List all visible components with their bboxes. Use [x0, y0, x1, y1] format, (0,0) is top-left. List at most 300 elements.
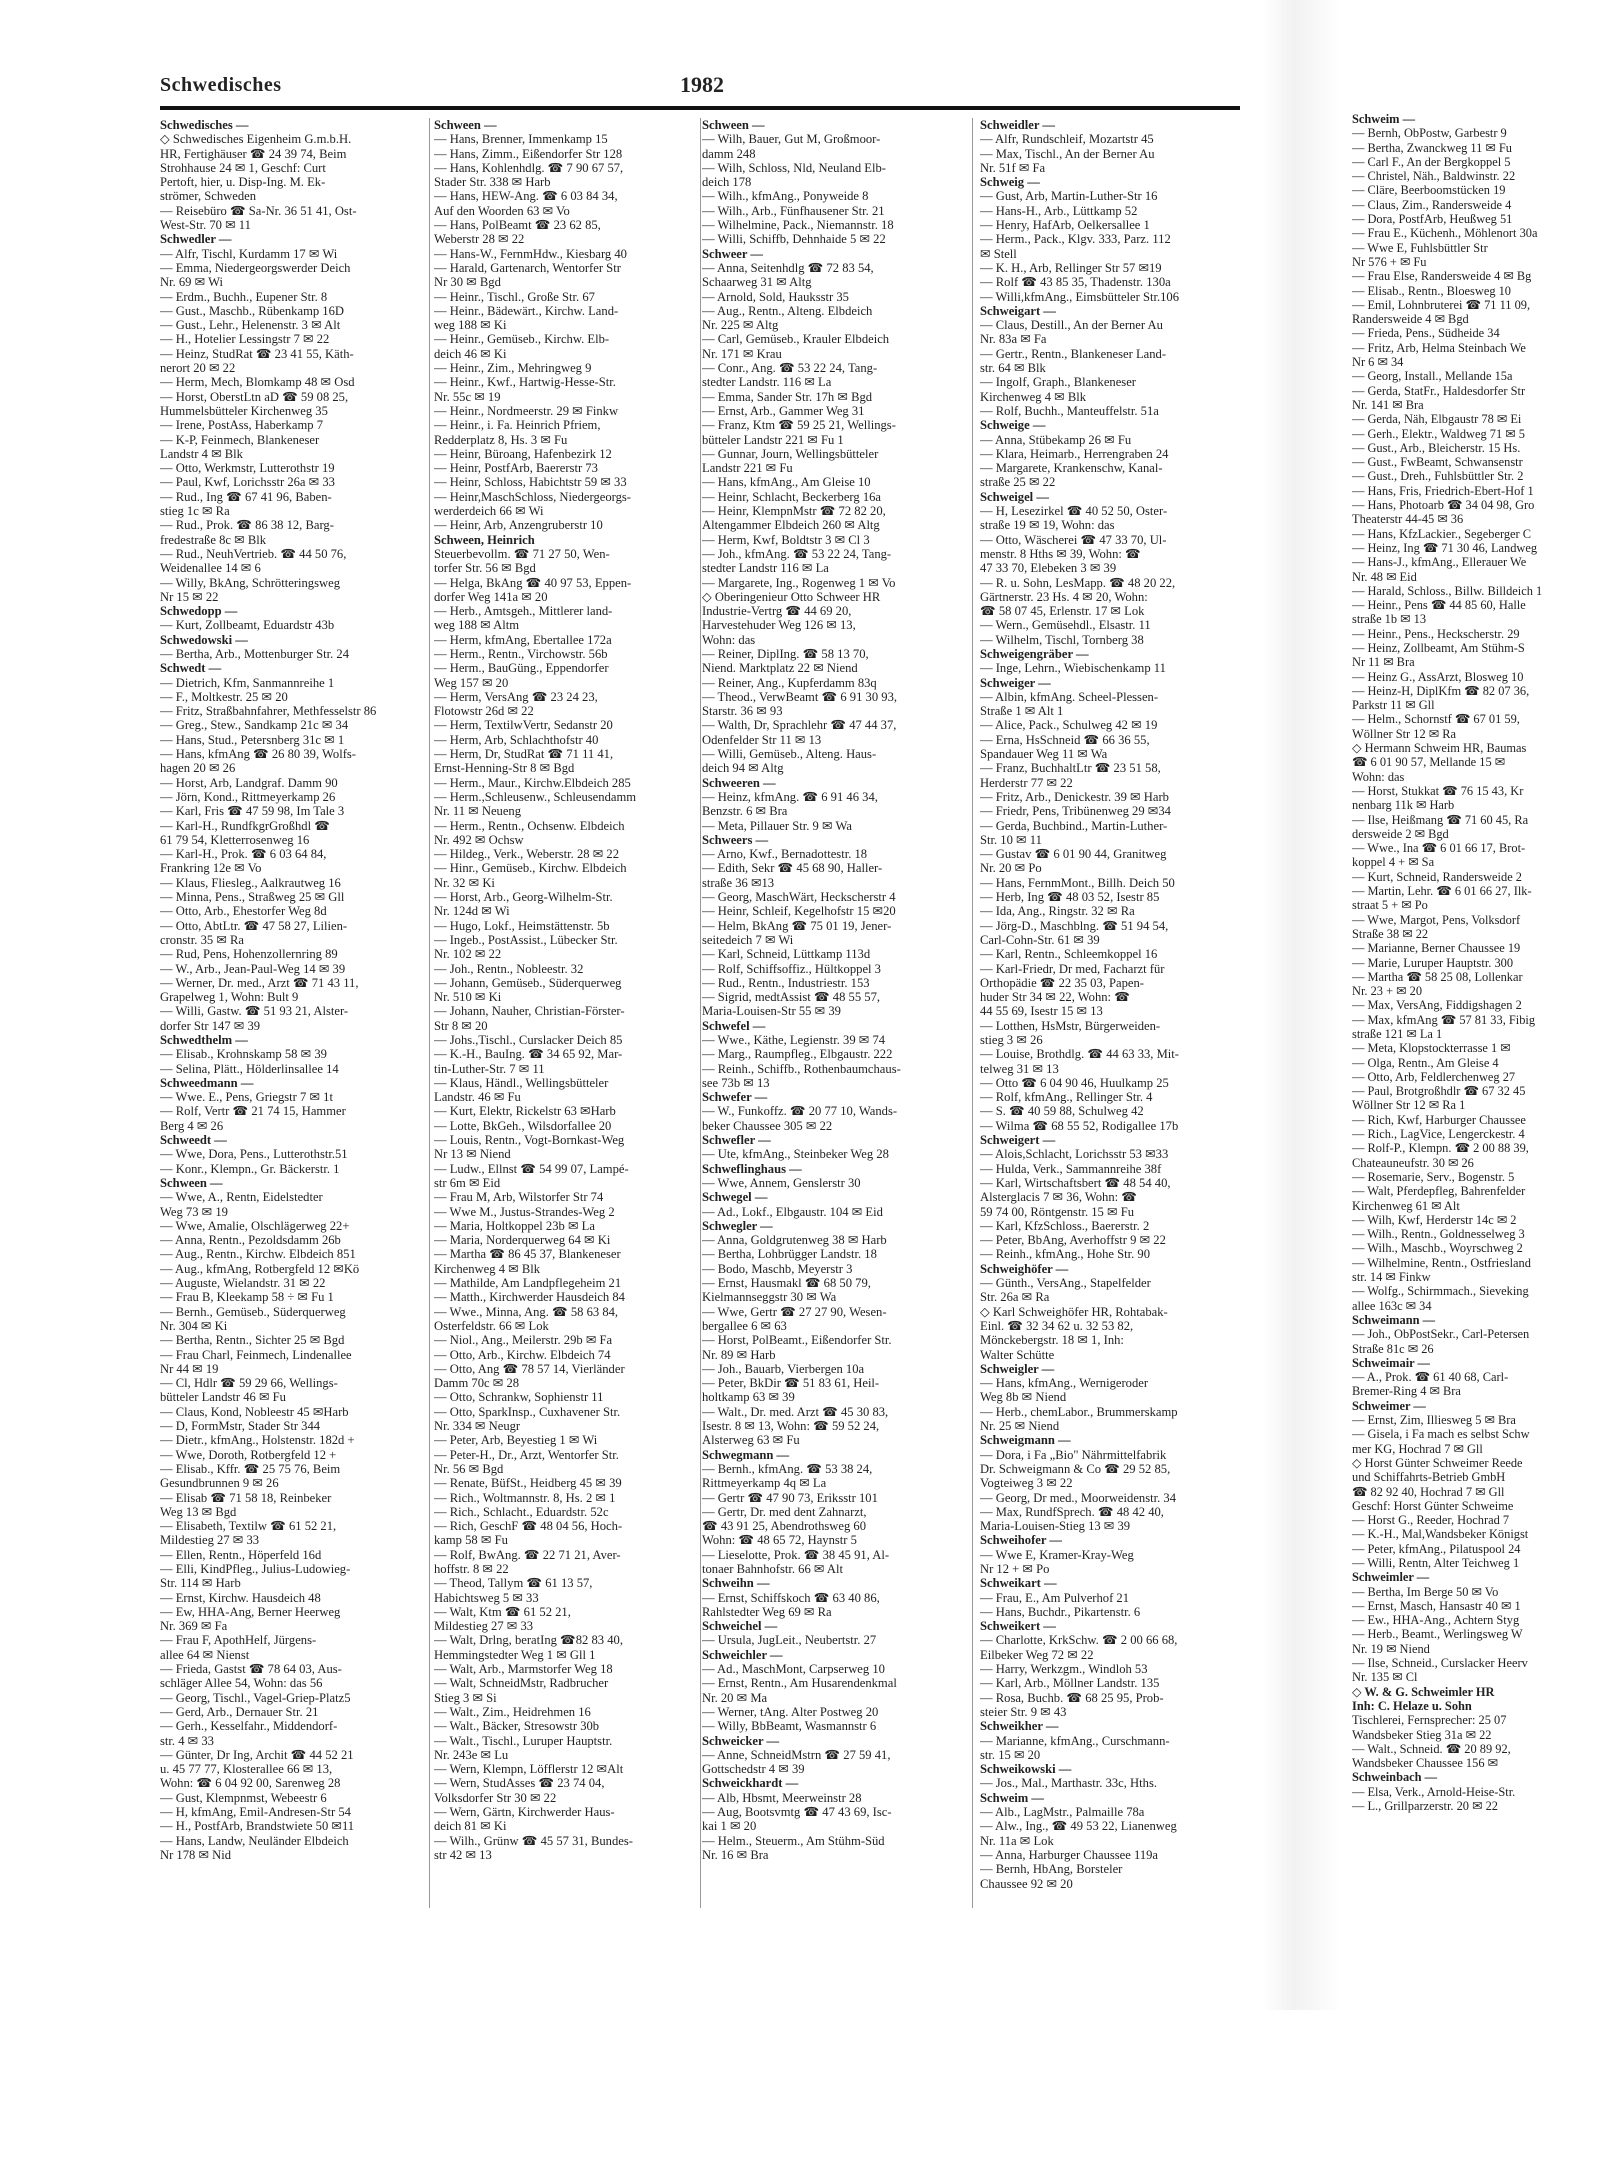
directory-entry-line: Osterfeldstr. 66 ✉ Lok: [434, 1318, 549, 1333]
directory-entry-line: Nr. 16 ✉ Bra: [702, 1847, 769, 1862]
directory-entry-line: — Herm.,Schleusenw., Schleusendamm: [434, 789, 637, 804]
directory-entry-line: — Rud., Rentn., Industriestr. 153: [702, 975, 870, 990]
directory-entry-line: Schweinbach —: [1352, 1770, 1438, 1785]
directory-entry-line: — Franz, Ktm ☎ 59 25 21, Wellings-: [702, 418, 896, 433]
directory-entry-line: Nr 44 ✉ 19: [160, 1361, 219, 1376]
directory-entry-line: str. 64 ✉ Blk: [980, 361, 1046, 376]
directory-entry-line: Schweihofer —: [980, 1533, 1062, 1548]
directory-entry-line: — Erna, HsSchneid ☎ 66 36 55,: [980, 732, 1150, 747]
directory-entry-line: Schweiger —: [980, 675, 1051, 690]
directory-entry-line: — D, FormMstr, Stader Str 344: [160, 1419, 321, 1434]
directory-entry-line: — Aug., kfmAng, Rotbergfeld 12 ✉Kö: [160, 1261, 360, 1276]
directory-entry-line: Schweikher —: [980, 1719, 1059, 1734]
directory-entry-line: — Elisab., Kffr. ☎ 25 75 76, Beim: [160, 1461, 341, 1476]
directory-entry-line: — Margarete, Ing., Rogenweg 1 ✉ Vo: [702, 575, 896, 590]
directory-entry-line: Schweimair —: [1352, 1355, 1430, 1370]
directory-entry-line: Nr. 20 ✉ Po: [980, 861, 1042, 876]
directory-entry-line: — Willi,kfmAng., Eimsbütteler Str.106: [980, 289, 1180, 304]
directory-entry-line: Nr. 83a ✉ Fa: [980, 332, 1047, 347]
directory-entry-line: Nr. 11a ✉ Lok: [980, 1833, 1054, 1848]
directory-entry-line: Schwegmann —: [702, 1447, 790, 1462]
directory-entry-line: — Heinr., Pens ☎ 44 85 60, Halle: [1352, 598, 1526, 613]
directory-entry-line: — Sigrid, medtAssist ☎ 48 55 57,: [702, 990, 881, 1005]
directory-entry-line: — Max, VersAng, Fiddigshagen 2: [1352, 998, 1522, 1013]
directory-entry-line: — Marianne, kfmAng., Curschmann-: [980, 1733, 1170, 1748]
directory-entry-line: — Herm, VersAng ☎ 23 24 23,: [434, 689, 598, 704]
directory-entry-line: Nr. 492 ✉ Ochsw: [434, 832, 524, 847]
directory-entry-line: deich 46 ✉ Ki: [434, 346, 507, 361]
directory-entry-line: Einl. ☎ 32 34 62 u. 32 53 82,: [980, 1318, 1134, 1333]
directory-entry-line: — Jörg-D., Maschblng. ☎ 51 94 54,: [980, 918, 1169, 933]
directory-entry-line: — Heinr, Schleif, Kegelhofstr 15 ✉20: [702, 904, 896, 919]
directory-entry-line: — Gust., Dreh., Fuhlsbüttler Str. 2: [1352, 469, 1524, 484]
directory-entry-line: steier Str. 9 ✉ 43: [980, 1704, 1067, 1719]
directory-entry-line: stedter Landstr. 116 ✉ La: [702, 375, 832, 390]
directory-entry-line: — Wwe, Doroth, Rotbergfeld 12 +: [160, 1447, 337, 1462]
directory-entry-line: — Elisab ☎ 71 58 18, Reinbeker: [160, 1490, 332, 1505]
directory-entry-line: telweg 31 ✉ 13: [980, 1061, 1059, 1076]
directory-entry-line: — Anna, Rentn., Pezoldsdamm 26b: [160, 1233, 341, 1248]
directory-entry-line: — Meta, Klopstockterrasse 1 ✉: [1352, 1041, 1511, 1056]
directory-entry-line: Schweers —: [702, 832, 769, 847]
directory-entry-line: Mildestieg 27 ✉ 33: [160, 1533, 260, 1548]
directory-entry-line: — Herm., Rentn., Ochsenw. Elbdeich: [434, 818, 625, 833]
directory-entry-line: — Bertha, Lohbrügger Landstr. 18: [702, 1247, 877, 1262]
directory-entry-line: straße 25 ✉ 22: [980, 475, 1056, 490]
directory-entry-line: Schwedowski —: [160, 632, 248, 647]
directory-entry-line: — Johs.,Tischl., Curslacker Deich 85: [434, 1033, 623, 1047]
directory-entry-line: — Konr., Klempn., Gr. Bäckerstr. 1: [160, 1161, 340, 1176]
directory-entry-line: — Otto, Arb., Ehestorfer Weg 8d: [160, 904, 327, 919]
directory-entry-line: Schweeren —: [702, 775, 776, 790]
directory-entry-line: Schweimer —: [1352, 1398, 1426, 1413]
directory-entry-line: — Mathilde, Am Landpflegeheim 21: [434, 1276, 622, 1291]
directory-entry-line: Weidenallee 14 ✉ 6: [160, 561, 261, 576]
directory-entry-line: weg 188 ✉ Ki: [434, 318, 507, 333]
directory-entry-line: — Wern, StudAsses ☎ 23 74 04,: [434, 1776, 605, 1791]
directory-entry-line: — Ernst, Masch, Hansastr 40 ✉ 1: [1352, 1598, 1521, 1613]
directory-entry-line: — Wilh., kfmAng., Ponyweide 8: [702, 189, 869, 204]
directory-entry-line: kai 1 ✉ 20: [702, 1819, 757, 1834]
directory-entry-line: Landstr. 46 ✉ Fu: [434, 1090, 521, 1105]
directory-entry-line: Schwedisches —: [160, 118, 249, 132]
directory-entry-line: Theaterstr 44-45 ✉ 36: [1352, 512, 1464, 527]
directory-entry-line: — Wwe, A., Rentn, Eidelstedter: [160, 1190, 323, 1205]
directory-entry-line: — Frau Else, Randersweide 4 ✉ Bg: [1352, 269, 1532, 284]
directory-entry-line: — Fritz, Arb., Denickestr. 39 ✉ Harb: [980, 789, 1169, 804]
directory-entry-line: Wandsbeker Stieg 31a ✉ 22: [1352, 1727, 1492, 1742]
directory-entry-line: Str. 114 ✉ Harb: [160, 1576, 241, 1591]
directory-entry-line: Ernst-Henning-Str 8 ✉ Bgd: [434, 761, 575, 776]
directory-entry-line: Nr. 56 ✉ Bgd: [434, 1461, 504, 1476]
directory-entry-line: u. 45 77 77, Klosterallee 66 ✉ 13,: [160, 1762, 333, 1777]
directory-entry-line: kamp 58 ✉ Fu: [434, 1533, 508, 1548]
directory-entry-line: — Ew., HHA-Ang., Achtern Styg: [1352, 1613, 1520, 1628]
directory-entry-line: Schweidler —: [980, 118, 1055, 132]
directory-entry-line: Nr 12 + ✉ Po: [980, 1561, 1050, 1576]
directory-entry-line: Redderplatz 8, Hs. 3 ✉ Fu: [434, 432, 568, 447]
directory-entry-line: — Heinr, Schlacht, Beckerberg 16a: [702, 489, 882, 504]
directory-entry-line: Nr. 11 ✉ Neueng: [434, 804, 522, 819]
directory-entry-line: — Horst, Arb., Georg-Wilhelm-Str.: [434, 890, 613, 905]
directory-entry-line: — Ad., MaschMont, Carpserweg 10: [702, 1662, 885, 1677]
directory-entry-line: — Karl, KfzSchloss., Baererstr. 2: [980, 1218, 1150, 1233]
directory-entry-line: Schwedopp —: [160, 604, 238, 619]
directory-entry-line: Weg 13 ✉ Bgd: [160, 1504, 237, 1519]
directory-entry-line: — Jörn, Kond., Rittmeyerkamp 26: [160, 789, 336, 804]
directory-column-1: [160, 118, 422, 1862]
directory-entry-line: Schweigel —: [980, 489, 1049, 504]
directory-entry-line: — Walt., Zim., Heidrehmen 16: [434, 1704, 591, 1719]
directory-entry-line: Nr 11 ✉ Bra: [1352, 655, 1415, 670]
directory-entry-line: — Gust, Klempnmst, Webeestr 6: [160, 1790, 327, 1805]
directory-entry-line: holtkamp 63 ✉ 39: [702, 1390, 795, 1405]
directory-entry-line: — Anna, Harburger Chaussee 119a: [980, 1847, 1159, 1862]
directory-entry-line: — Emil, Lohnbruterei ☎ 71 11 09,: [1352, 297, 1531, 312]
directory-entry-line: — Ad., Lokf., Elbgaustr. 104 ✉ Eid: [702, 1204, 883, 1219]
directory-column-2: [434, 118, 698, 1862]
directory-entry-line: — Rolf, Buchh., Manteuffelstr. 51a: [980, 403, 1159, 418]
directory-entry-line: — Harry, Werkzgm., Windloh 53: [980, 1662, 1148, 1677]
directory-entry-line: Eilbeker Weg 72 ✉ 22: [980, 1647, 1094, 1662]
directory-entry-line: — Meta, Pillauer Str. 9 ✉ Wa: [702, 818, 852, 833]
directory-entry-line: Nr. 141 ✉ Bra: [1352, 397, 1424, 412]
directory-entry-line: — Otto, Arb, Feldlerchenweg 27: [1352, 1069, 1516, 1084]
directory-entry-line: Harvestehuder Weg 126 ✉ 13,: [702, 618, 856, 633]
directory-entry-line: ✉ Stell: [980, 246, 1017, 261]
directory-entry-line: Nr. 124d ✉ Wi: [434, 904, 510, 919]
directory-column-3: [702, 118, 964, 1862]
directory-entry-line: — Peter, BkDir ☎ 51 83 61, Heil-: [702, 1376, 880, 1391]
directory-entry-line: — Gust., Lehr., Helenenstr. 3 ✉ Alt: [160, 318, 341, 333]
directory-entry-line: — Willi, Gemüseb., Alteng. Haus-: [702, 747, 877, 762]
directory-entry-line: — Joh., Bauarb, Vierbergen 10a: [702, 1361, 865, 1376]
directory-entry-line: Schweige —: [980, 418, 1046, 433]
directory-entry-line: — Wolfg., Schirmmach., Sieveking: [1352, 1284, 1529, 1299]
directory-entry-line: — Renate, BüfSt., Heidberg 45 ✉ 39: [434, 1476, 622, 1491]
directory-entry-line: Schwedt —: [160, 661, 222, 676]
directory-entry-line: Stader Str. 338 ✉ Harb: [434, 175, 551, 190]
directory-entry-line: Gesundbrunnen 9 ✉ 26: [160, 1476, 279, 1491]
directory-entry-line: hoffstr. 8 ✉ 22: [434, 1561, 509, 1576]
directory-entry-line: Flotowstr 26d ✉ 22: [434, 704, 534, 719]
directory-entry-line: — Herm, Dr, StudRat ☎ 71 11 41,: [434, 747, 614, 762]
directory-entry-line: — Hans, Brenner, Immenkamp 15: [434, 132, 608, 147]
directory-entry-line: — Edith, Sekr ☎ 45 68 90, Haller-: [702, 861, 883, 876]
directory-entry-line: ◇ Schwedisches Eigenheim G.m.b.H.: [160, 132, 352, 147]
directory-entry-line: Kirchenweg 4 ✉ Blk: [434, 1261, 541, 1276]
directory-entry-line: — Ernst, Zim, Illiesweg 5 ✉ Bra: [1352, 1413, 1516, 1428]
directory-entry-line: Frankring 12e ✉ Vo: [160, 861, 262, 876]
directory-entry-line: — Max, RundfSprech. ☎ 48 42 40,: [980, 1504, 1164, 1519]
directory-entry-line: — Wilh, Bauer, Gut M, Großmoor-: [702, 132, 881, 147]
directory-entry-line: Bremer-Ring 4 ✉ Bra: [1352, 1384, 1461, 1399]
directory-entry-line: Habichtsweg 5 ✉ 33: [434, 1590, 539, 1605]
directory-entry-line: — Hans, PolBeamt ☎ 23 62 85,: [434, 218, 601, 233]
directory-entry-line: — Ilse, Schneid., Curslacker Heerv: [1352, 1656, 1528, 1671]
directory-column-next-page: [1352, 112, 1600, 1813]
directory-entry-line: — Hinr., Gemüseb., Kirchw. Elbdeich: [434, 861, 627, 876]
directory-entry-line: — Wern, Klempn, Löfflerstr 12 ✉Alt: [434, 1762, 624, 1777]
directory-entry-line: — Bertha, Arb., Mottenburger Str. 24: [160, 646, 350, 661]
directory-entry-line: Nr. 243e ✉ Lu: [434, 1747, 509, 1762]
directory-entry-line: Nr. 55c ✉ 19: [434, 389, 501, 404]
directory-entry-line: Schweim —: [1352, 112, 1415, 126]
directory-entry-line: — H, kfmAng, Emil-Andresen-Str 54: [160, 1805, 351, 1820]
directory-entry-line: — Albin, kfmAng. Scheel-Plessen-: [980, 689, 1159, 704]
directory-entry-line: — Klara, Heimarb., Herrengraben 24: [980, 446, 1169, 461]
directory-entry-line: bütteler Landstr 221 ✉ Fu 1: [702, 432, 844, 447]
directory-entry-line: Schwefler —: [702, 1133, 771, 1148]
directory-entry-line: — Erdm., Buchh., Eupener Str. 8: [160, 289, 328, 304]
directory-entry-line: Schaarweg 31 ✉ Altg: [702, 275, 812, 290]
directory-entry-line: — Aug., Rentn., Kirchw. Elbdeich 851: [160, 1247, 356, 1262]
directory-entry-line: Berg 4 ✉ 26: [160, 1118, 224, 1133]
directory-entry-line: Hummelsbütteler Kirchenweg 35: [160, 403, 328, 418]
directory-entry-line: Nr. 48 ✉ Eid: [1352, 569, 1417, 584]
directory-entry-line: Schwedthelm —: [160, 1033, 248, 1047]
directory-entry-line: ◇ Hermann Schweim HR, Baumas: [1352, 741, 1527, 756]
directory-entry-line: Schweimann —: [1352, 1312, 1435, 1327]
directory-entry-line: Schweig —: [980, 175, 1040, 190]
directory-entry-line: Industrie-Vertrg ☎ 44 69 20,: [702, 604, 852, 619]
directory-entry-line: — Otto, Schrankw, Sophienstr 11: [434, 1390, 604, 1405]
directory-entry-line: — Charlotte, KrkSchw. ☎ 2 00 66 68,: [980, 1633, 1178, 1648]
directory-entry-line: — Bernh, ObPostw, Garbestr 9: [1352, 126, 1507, 141]
directory-entry-line: Schween —: [160, 1175, 223, 1190]
directory-entry-line: Geschf: Horst Günter Schweime: [1352, 1498, 1514, 1513]
directory-entry-line: ◇ Karl Schweighöfer HR, Rohtabak-: [980, 1304, 1168, 1319]
directory-entry-line: — Ew, HHA-Ang, Berner Heerweg: [160, 1604, 341, 1619]
directory-entry-line: Rittmeyerkamp 4q ✉ La: [702, 1476, 827, 1491]
directory-entry-line: — Niol., Ang., Meilerstr. 29b ✉ Fa: [434, 1333, 613, 1348]
directory-entry-line: — Hans, Buchdr., Pikartenstr. 6: [980, 1604, 1141, 1619]
directory-entry-line: — Karl-Friedr, Dr med, Facharzt für: [980, 961, 1165, 976]
directory-entry-line: damm 248: [702, 146, 756, 161]
directory-entry-line: — Anna, Stübekamp 26 ✉ Fu: [980, 432, 1132, 447]
directory-entry-line: — Reinh., kfmAng., Hohe Str. 90: [980, 1247, 1151, 1262]
directory-entry-line: Gottschedstr 4 ✉ 39: [702, 1762, 805, 1777]
directory-entry-line: Schween —: [434, 118, 497, 132]
directory-entry-line: — R. u. Sohn, LesMapp. ☎ 48 20 22,: [980, 575, 1176, 590]
directory-entry-line: str. 14 ✉ Finkw: [1352, 1270, 1431, 1285]
directory-entry-line: — Frau Charl, Feinmech, Lindenallee: [160, 1347, 352, 1362]
directory-entry-line: — Walt., Tischl., Luruper Hauptstr.: [434, 1733, 613, 1748]
directory-entry-line: — Rolf, Schiffsoffiz., Hültkoppel 3: [702, 961, 881, 976]
section-title: Schwedisches: [160, 74, 282, 96]
directory-entry-line: Chaussee 92 ✉ 20: [980, 1876, 1073, 1891]
directory-entry-line: — Dietrich, Kfm, Sanmannreihe 1: [160, 675, 335, 690]
directory-entry-line: Nr 30 ✉ Bgd: [434, 275, 501, 290]
directory-entry-line: Grapelweg 1, Wohn: Bult 9: [160, 990, 299, 1005]
directory-entry-line: Walter Schütte: [980, 1347, 1055, 1362]
directory-entry-line: Alsterglacis 7 ✉ 36, Wohn: ☎: [980, 1190, 1137, 1205]
page-number: 1982: [680, 72, 724, 97]
directory-entry-line: — Horst, PolBeamt., Eißendorfer Str.: [702, 1333, 892, 1348]
directory-entry-line: — Walt., Dr. med. Arzt ☎ 45 30 83,: [702, 1404, 889, 1419]
directory-entry-line: — S. ☎ 40 59 88, Schulweg 42: [980, 1104, 1144, 1119]
directory-entry-line: — Rud., Ing ☎ 67 41 96, Baben-: [160, 489, 332, 504]
directory-entry-line: — Cläre, Beerboomstücken 19: [1352, 183, 1506, 198]
directory-entry-line: Kirchenweg 4 ✉ Blk: [980, 389, 1087, 404]
directory-entry-line: Nr. 135 ✉ Cl: [1352, 1670, 1418, 1685]
directory-column-4: [980, 118, 1242, 1891]
directory-entry-line: tonaer Bahnhofstr. 66 ✉ Alt: [702, 1561, 844, 1576]
directory-entry-line: — Ilse, Heißmang ☎ 71 60 45, Ra: [1352, 812, 1529, 827]
directory-entry-line: Carl-Cohn-Str. 61 ✉ 39: [980, 932, 1100, 947]
directory-entry-line: — Karl, Wirtschaftsbert ☎ 48 54 40,: [980, 1175, 1171, 1190]
directory-entry-line: Schweedt —: [160, 1133, 227, 1148]
directory-entry-line: Nr. 334 ✉ Neugr: [434, 1419, 521, 1434]
directory-entry-line: — Peter, kfmAng., Pilatuspool 24: [1352, 1541, 1521, 1556]
directory-entry-line: — Rolf-P., Klempn. ☎ 2 00 88 39,: [1352, 1141, 1529, 1156]
directory-entry-line: — Hans, Zimm., Eißendorfer Str 128: [434, 146, 623, 161]
directory-entry-line: — Werner, tAng. Alter Postweg 20: [702, 1704, 879, 1719]
directory-entry-line: — Hans-J., kfmAng., Ellerauer We: [1352, 555, 1527, 570]
directory-entry-line: 47 33 70, Elebeken 3 ✉ 39: [980, 561, 1117, 576]
directory-entry-line: Schweflinghaus —: [702, 1161, 802, 1176]
directory-entry-line: — Heinr, Arb, Anzengruberstr 10: [434, 518, 603, 533]
directory-entry-line: — Karl-H., RundfkgrGroßhdl ☎: [160, 818, 330, 833]
directory-entry-line: — Herm, Mech, Blomkamp 48 ✉ Osd: [160, 375, 355, 390]
directory-entry-line: ☎ 58 07 45, Erlenstr. 17 ✉ Lok: [980, 604, 1145, 619]
directory-entry-line: — Carl, Gemüseb., Krauler Elbdeich: [702, 332, 890, 347]
directory-entry-line: ◇ Oberingenieur Otto Schweer HR: [702, 589, 881, 604]
directory-entry-line: — Horst, OberstLtn aD ☎ 59 08 25,: [160, 389, 349, 404]
directory-entry-line: — Alice, Pack., Schulweg 42 ✉ 19: [980, 718, 1158, 733]
directory-entry-line: — H., Hotelier Lessingstr 7 ✉ 22: [160, 332, 330, 347]
directory-entry-line: Alsterweg 63 ✉ Fu: [702, 1433, 800, 1448]
directory-entry-line: — Anna, Goldgrutenweg 38 ✉ Harb: [702, 1233, 887, 1248]
directory-entry-line: — Wwe., Ina ☎ 6 01 66 17, Brot-: [1352, 841, 1526, 856]
directory-entry-line: Hemmingstedter Weg 1 ✉ Gll 1: [434, 1647, 596, 1662]
directory-entry-line: — Herb, Ing ☎ 48 03 52, Isestr 85: [980, 890, 1160, 905]
directory-entry-line: — Gunnar, Journ, Wellingsbütteler: [702, 446, 879, 461]
directory-entry-line: — Cl, Hdlr ☎ 59 29 66, Wellings-: [160, 1376, 338, 1391]
directory-entry-line: — Claus, Zim., Randersweide 4: [1352, 197, 1512, 212]
directory-entry-line: — Gerda, Näh, Elbgaustr 78 ✉ Ei: [1352, 412, 1522, 427]
directory-entry-line: — Matth., Kirchwerder Hausdeich 84: [434, 1290, 625, 1305]
directory-entry-line: — Jos., Mal., Marthastr. 33c, Hths.: [980, 1776, 1158, 1791]
directory-entry-line: — Heinz, StudRat ☎ 23 41 55, Käth-: [160, 346, 354, 361]
directory-entry-line: — Rud, Pens, Hohenzollernring 89: [160, 947, 338, 962]
directory-entry-line: — Bernh, HbAng, Borsteler: [980, 1862, 1123, 1877]
directory-entry-line: — Bertha, Rentn., Sichter 25 ✉ Bgd: [160, 1333, 345, 1348]
directory-entry-line: werderdeich 66 ✉ Wi: [434, 504, 544, 519]
directory-entry-line: Randersweide 4 ✉ Bgd: [1352, 312, 1469, 327]
directory-entry-line: Nr 576 + ✉ Fu: [1352, 254, 1427, 269]
directory-entry-line: — Elisab., Krohnskamp 58 ✉ 39: [160, 1047, 327, 1062]
directory-entry-line: Pertoft, hier, u. Disp-Ing. M. Ek-: [160, 175, 326, 190]
directory-entry-line: — Heinr., Bädewärt., Kirchw. Land-: [434, 303, 619, 318]
directory-entry-line: Nr 13 ✉ Niend: [434, 1147, 511, 1162]
directory-entry-line: — Hans, kfmAng ☎ 26 80 39, Wolfs-: [160, 747, 356, 762]
directory-entry-line: Nr. 102 ✉ 22: [434, 947, 502, 962]
directory-entry-line: Nr. 304 ✉ Ki: [160, 1318, 228, 1333]
directory-entry-line: — Karl, Arb., Möllner Landstr. 135: [980, 1676, 1160, 1691]
directory-entry-line: — Maria, Norderquerweg 64 ✉ Ki: [434, 1233, 611, 1248]
directory-entry-line: — Helga, BkAng ☎ 40 97 53, Eppen-: [434, 575, 632, 590]
directory-entry-line: Wohn: das: [1352, 769, 1405, 784]
directory-entry-line: — Christel, Näh., Baldwinstr. 22: [1352, 169, 1516, 184]
directory-entry-line: — Frieda, Gastst ☎ 78 64 03, Aus-: [160, 1662, 342, 1677]
directory-entry-line: — Peter, BbAng, Averhoffstr 9 ✉ 22: [980, 1233, 1166, 1248]
directory-entry-line: — Reisebüro ☎ Sa-Nr. 36 51 41, Ost-: [160, 203, 357, 218]
directory-entry-line: — Alb, Hbsmt, Meerweinstr 28: [702, 1790, 862, 1805]
directory-entry-line: Wöllner Str 12 ✉ Ra: [1352, 726, 1456, 741]
directory-entry-line: — Frau, E., Am Pulverhof 21: [980, 1590, 1130, 1605]
directory-entry-line: ◇ W. & G. Schweimler HR: [1352, 1684, 1495, 1699]
scan-margin: [0, 2010, 1600, 2177]
directory-entry-line: tin-Luther-Str. 7 ✉ 11: [434, 1061, 545, 1076]
directory-entry-line: Orthopädie ☎ 22 35 03, Papen-: [980, 975, 1144, 990]
directory-entry-line: Nr. 171 ✉ Krau: [702, 346, 782, 361]
directory-entry-line: — Herb., Beamt., Werlingsweg W: [1352, 1627, 1523, 1642]
directory-entry-line: Schweighöfer —: [980, 1261, 1069, 1276]
directory-entry-line: — Horst, Stukkat ☎ 76 15 43, Kr: [1352, 783, 1524, 798]
directory-entry-line: HR, Fertighäuser ☎ 24 39 74, Beim: [160, 146, 347, 161]
directory-entry-line: — Georg, MaschWärt, Heckscherstr 4: [702, 890, 896, 905]
directory-entry-line: — Georg, Install., Mellande 15a: [1352, 369, 1513, 384]
directory-entry-line: — Emma, Sander Str. 17h ✉ Bgd: [702, 389, 873, 404]
directory-entry-line: — Otto, AbtLtr. ☎ 47 58 27, Lilien-: [160, 918, 348, 933]
directory-entry-line: — Alfr, Rundschleif, Mozartstr 45: [980, 132, 1154, 147]
directory-entry-line: Odenfelder Str 11 ✉ 13: [702, 732, 822, 747]
directory-entry-line: — Wwe. E., Pens, Griegstr 7 ✉ 1t: [160, 1090, 333, 1105]
directory-entry-line: — Herm., Pack., Klgv. 333, Parz. 112: [980, 232, 1171, 247]
directory-entry-line: — Gust., Arb., Bleicherstr. 15 Hs.: [1352, 440, 1521, 455]
directory-entry-line: — Kurt, Schneid, Randersweide 2: [1352, 869, 1522, 884]
directory-entry-line: — Martha ☎ 86 45 37, Blankeneser: [434, 1247, 621, 1262]
directory-entry-line: — Bernh., Gemüseb., Süderquerweg: [160, 1304, 346, 1319]
directory-entry-line: 61 79 54, Kletterrosenweg 16: [160, 832, 310, 847]
directory-entry-line: Isestr. 8 ✉ 13, Wohn: ☎ 59 52 24,: [702, 1419, 880, 1434]
directory-entry-line: — Herm., BauGüng., Eppendorfer: [434, 661, 609, 676]
directory-entry-line: — Wilhelm, Tischl, Tornberg 38: [980, 632, 1144, 647]
directory-entry-line: straße 1b ✉ 13: [1352, 612, 1427, 627]
directory-entry-line: Landstr 221 ✉ Fu: [702, 461, 793, 476]
directory-entry-line: — F., Moltkestr. 25 ✉ 20: [160, 689, 288, 704]
directory-entry-line: — Otto, Arb., Kirchw. Elbdeich 74: [434, 1347, 611, 1362]
directory-entry-line: — Wilhelmine, Pack., Niemannstr. 18: [702, 218, 894, 233]
directory-entry-line: Schweikert —: [980, 1619, 1056, 1634]
directory-entry-line: — Hans, Photoarb ☎ 34 04 98, Gro: [1352, 498, 1535, 513]
directory-entry-line: — Reiner, DiplIng. ☎ 58 13 70,: [702, 646, 869, 661]
directory-entry-line: — Gerd, Arb., Dernauer Str. 21: [160, 1704, 319, 1719]
directory-entry-line: — Wwe M., Justus-Strandes-Weg 2: [434, 1204, 615, 1219]
directory-entry-line: — Walt., Schneid. ☎ 20 89 92,: [1352, 1741, 1511, 1756]
directory-entry-line: Schweigert —: [980, 1133, 1056, 1148]
directory-entry-line: — Frau E., Küchenh., Möhlenort 30a: [1352, 226, 1538, 241]
directory-entry-line: — Walt, Arb., Marmstorfer Weg 18: [434, 1662, 613, 1677]
directory-entry-line: — Hans, Landw, Neuländer Elbdeich: [160, 1833, 349, 1848]
directory-entry-line: — Alw., Ing., ☎ 49 53 22, Lianenweg: [980, 1819, 1177, 1834]
directory-entry-line: — Heinr, Büroang, Hafenbezirk 12: [434, 446, 612, 461]
directory-entry-line: — Willi, Schiffb, Dehnhaide 5 ✉ 22: [702, 232, 886, 247]
directory-entry-line: — Herm, TextilwVertr, Sedanstr 20: [434, 718, 613, 733]
directory-entry-line: — Heinr, Schloss, Habichtstr 59 ✉ 33: [434, 475, 627, 490]
directory-entry-line: — Ludw., Ellnst ☎ 54 99 07, Lampé-: [434, 1161, 629, 1176]
directory-entry-line: Nr 178 ✉ Nid: [160, 1847, 232, 1862]
directory-entry-line: Str. 26a ✉ Ra: [980, 1290, 1050, 1305]
directory-entry-line: — Heinr., i. Fa. Heinrich Pfriem,: [434, 418, 601, 433]
directory-entry-line: — Claus, Kond, Nobleestr 45 ✉Harb: [160, 1404, 349, 1419]
directory-entry-line: — Otto, Wäscherei ☎ 47 33 70, Ul-: [980, 532, 1167, 547]
directory-entry-line: — Ernst, Hausmakl ☎ 68 50 79,: [702, 1276, 871, 1291]
directory-entry-line: — Joh., ObPostSekr., Carl-Petersen: [1352, 1327, 1530, 1342]
directory-entry-line: Schweickhardt —: [702, 1776, 799, 1791]
directory-entry-line: Wandsbeker Chaussee 156 ✉: [1352, 1756, 1498, 1771]
